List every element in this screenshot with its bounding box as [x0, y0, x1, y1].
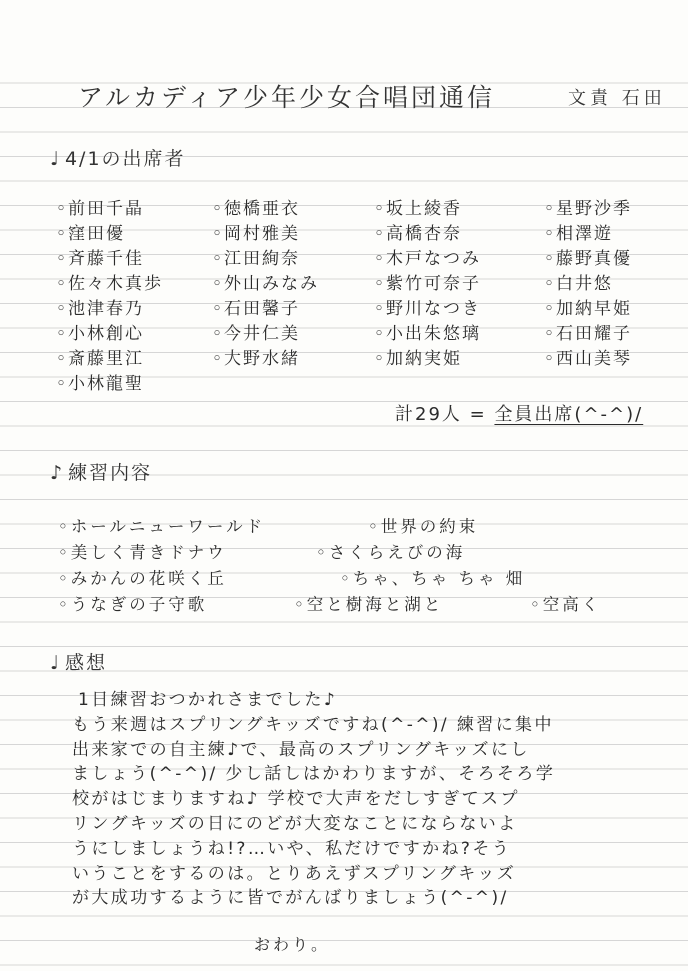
attendee-item: ◦西山美琴	[544, 349, 633, 369]
practice-heading	[50, 458, 152, 485]
practice-song: ◦みかんの花咲く丘	[58, 569, 227, 588]
practice-song: ◦さくらえびの海	[316, 543, 466, 562]
practice-song: ◦世界の約束	[368, 517, 479, 536]
attendee-item: ◦星野沙季	[544, 199, 633, 219]
impression-line: 1日練習おつかれさまでした♪	[78, 690, 338, 710]
impression-line: 出来家での自主練♪で、最高のスプリングキッズにし	[72, 739, 530, 760]
impression-line: リングキッズの日にのどが大変なことにならないよ	[72, 813, 518, 834]
attendee-item: ◦岡村雅美	[212, 224, 301, 244]
attendee-item: ◦野川なつき	[374, 299, 482, 319]
impression-line: が大成功するように皆でがんばりましょう(^-^)/	[72, 888, 509, 909]
closing-text: おわり。	[254, 935, 331, 954]
impression-line: ましょう(^-^)/ 少し話しはかわりますが、そろそろ学	[72, 764, 556, 785]
page-top-margin	[0, 0, 688, 60]
attendee-item: ◦佐々木真歩	[56, 274, 164, 294]
impressions-body	[72, 688, 672, 911]
attendee-item: ◦紫竹可奈子	[374, 274, 482, 294]
impressions-heading	[50, 648, 107, 675]
attendee-item: ◦木戸なつみ	[374, 249, 482, 269]
practice-song: ◦空と樹海と湖と	[294, 595, 444, 614]
music-note-icon: ♪	[50, 462, 65, 484]
attendance-total	[395, 400, 643, 426]
impression-line: もう来週はスプリングキッズですね(^-^)/ 練習に集中	[72, 714, 554, 735]
music-note-icon: ♩	[50, 652, 61, 674]
attendance-list	[56, 194, 684, 394]
attendee-item: ◦前田千晶	[56, 199, 145, 219]
attendee-item: ◦江田絢奈	[212, 249, 301, 269]
attendee-item: ◦斎藤里江	[56, 349, 145, 369]
newsletter-title: アルカディア少年少女合唱団通信	[78, 83, 496, 112]
attendee-item: ◦外山みなみ	[212, 274, 320, 294]
attendee-item: ◦小出朱悠璃	[374, 324, 482, 344]
impression-line: うにしましょうね!?…いや、私だけですかね?そう	[72, 838, 512, 859]
practice-song: ◦空高く	[530, 595, 602, 614]
attendee-item: ◦相澤遊	[544, 224, 614, 244]
impression-line: 校がはじまりますね♪ 学校で大声をだしすぎてスプ	[72, 789, 520, 810]
attendee-item: ◦窪田優	[56, 224, 126, 244]
practice-song: ◦ホールニューワールド	[58, 517, 266, 536]
attendee-item: ◦徳橋亜衣	[212, 199, 301, 219]
all-present-note: 全員出席(^-^)/	[494, 404, 644, 425]
attendee-item: ◦藤野真優	[544, 249, 633, 269]
attendee-item: ◦加納実姫	[374, 349, 463, 369]
attendee-item: ◦石田耀子	[544, 324, 633, 344]
attendee-item: ◦斉藤千佳	[56, 249, 145, 269]
practice-song: ◦ちゃ、ちゃ ちゃ 畑	[340, 569, 526, 588]
attendee-item: ◦小林龍聖	[56, 374, 145, 394]
practice-song: ◦美しく青きドナウ	[58, 543, 227, 562]
attendee-item: ◦小林創心	[56, 324, 145, 344]
author-credit: 文責 石田	[568, 88, 666, 109]
impression-line: いうことをするのは。とりあえずスプリングキッズ	[72, 863, 517, 884]
impressions-heading-text: 感想	[64, 652, 107, 674]
attendee-item: ◦今井仁美	[212, 324, 301, 344]
attendee-item: ◦池津春乃	[56, 299, 145, 319]
attendee-item: ◦白井悠	[544, 274, 614, 294]
practice-heading-text: 練習内容	[68, 462, 153, 484]
attendance-heading-text: 4/1の出席者	[64, 148, 186, 170]
practice-song: ◦うなぎの子守歌	[58, 595, 208, 614]
attendance-heading	[50, 144, 186, 171]
total-count: 計29人 =	[395, 404, 495, 425]
attendee-item: ◦高橋杏奈	[374, 224, 463, 244]
attendee-item: ◦坂上綾香	[374, 199, 463, 219]
music-note-icon: ♩	[50, 148, 61, 170]
attendee-item: ◦石田馨子	[212, 299, 301, 319]
attendee-item: ◦加納早姫	[544, 299, 633, 319]
attendee-item: ◦大野水緒	[212, 349, 301, 369]
